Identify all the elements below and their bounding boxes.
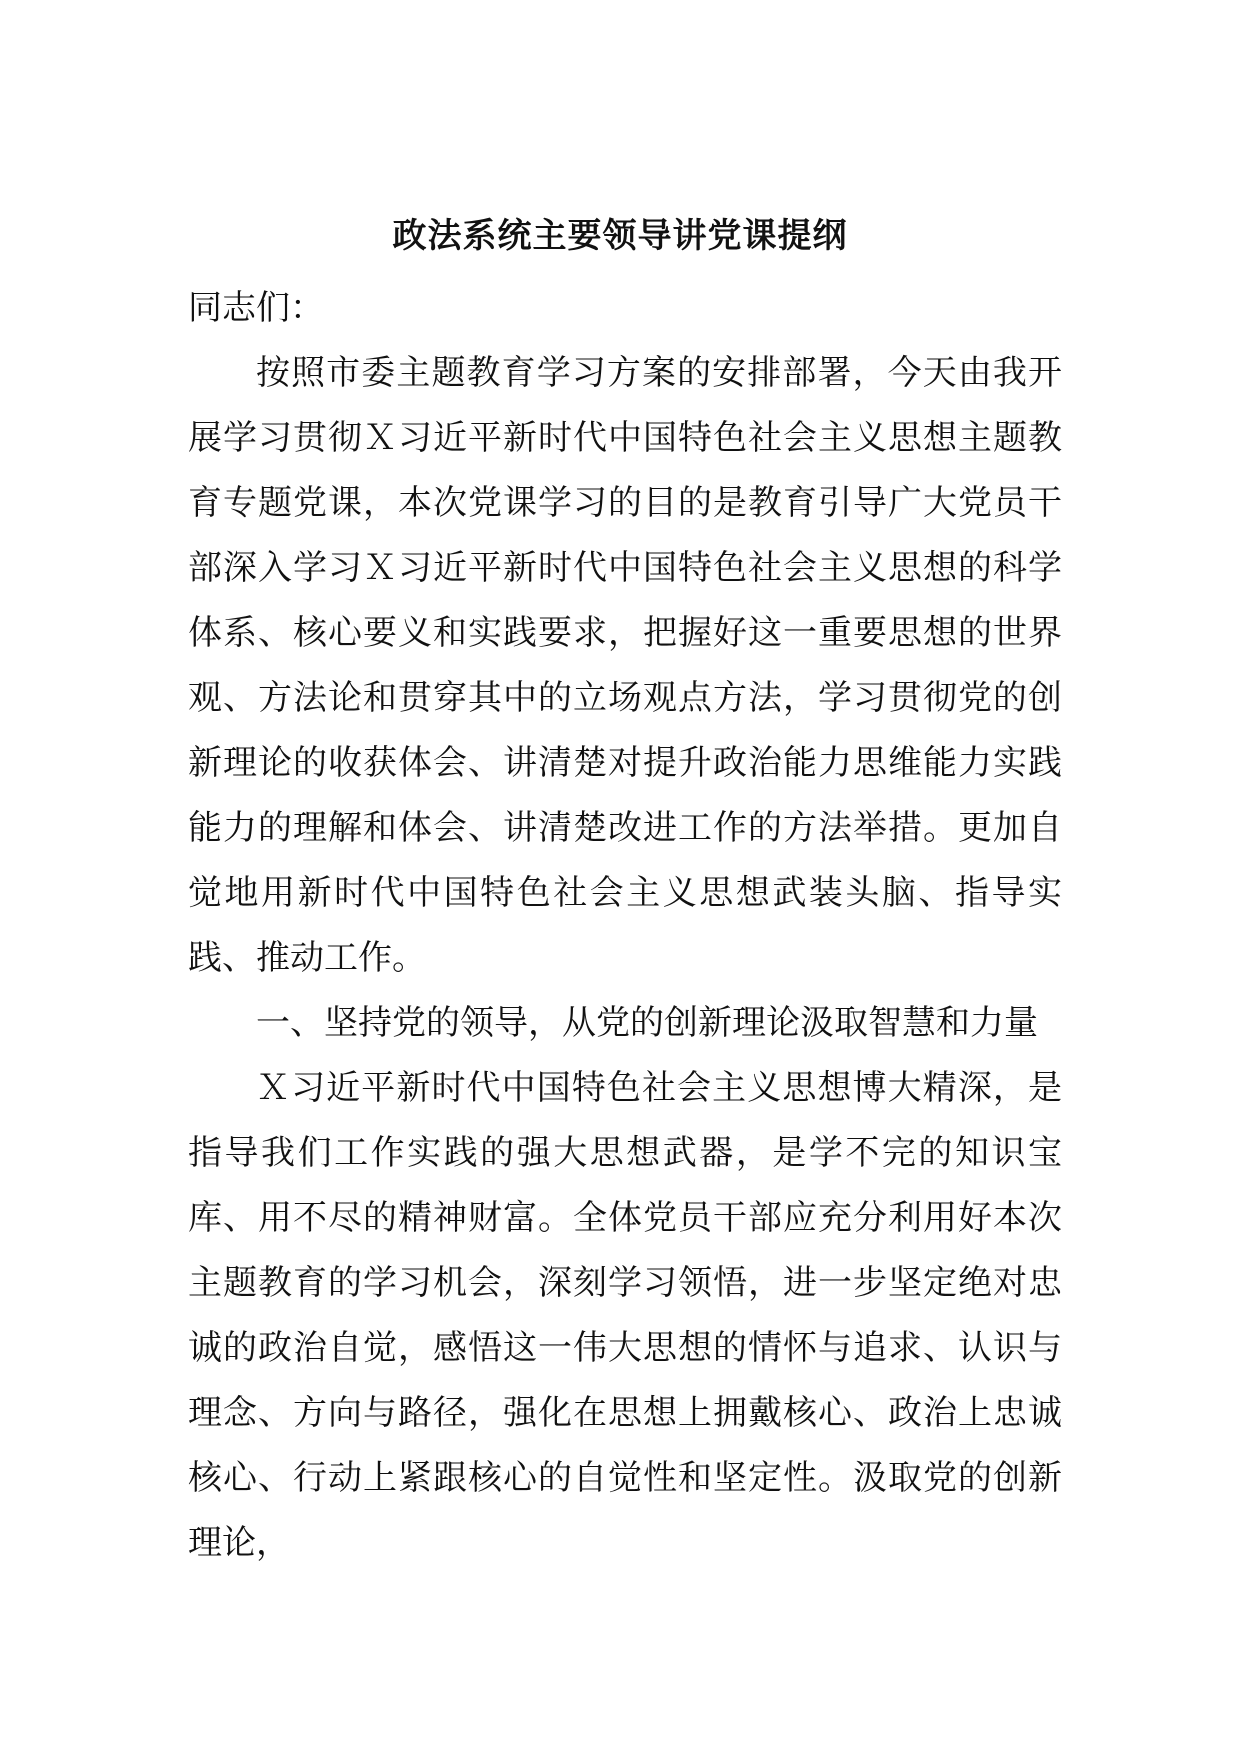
document-body: [188, 276, 1062, 1576]
paragraph-intro: 按照市委主题教育学习方案的安排部署，今天由我开展学习贯彻Ｘ习近平新时代中国特色社会主义思想主题教育专题党课，本次党课学习的目的是教育引导广大党员干部深入学习Ｘ习近平新时代中国特色社会主义思想的科学体系、核心要义和实践要求，把握好这一重要思想的世界观、方法论和贯穿其中的立场观点方法，学习贯彻党的创新理论的收获体会、讲清楚对提升政治能力思维能力实践能力的理解和体会、讲清楚改进工作的方法举措。更加自觉地用新时代中国特色社会主义思想武装头脑、指导实践、推动工作。: [188, 353, 1062, 978]
paragraph-section-1: Ｘ习近平新时代中国特色社会主义思想博大精深，是指导我们工作实践的强大思想武器，是学不完的知识宝库、用不尽的精神财富。全体党员干部应充分利用好本次主题教育的学习机会，深刻学习领悟，进一步坚定绝对忠诚的政治自觉，感悟这一伟大思想的情怀与追求、认识与理念、方向与路径，强化在思想上拥戴核心、政治上忠诚核心、行动上紧跟核心的自觉性和坚定性。汲取党的创新理论，: [188, 1068, 1062, 1563]
document-title: 政法系统主要领导讲党课提纲: [392, 216, 848, 256]
salutation: 同志们：: [188, 288, 324, 328]
section-heading-1: 一、坚持党的领导，从党的创新理论汲取智慧和力量: [256, 1003, 1038, 1043]
